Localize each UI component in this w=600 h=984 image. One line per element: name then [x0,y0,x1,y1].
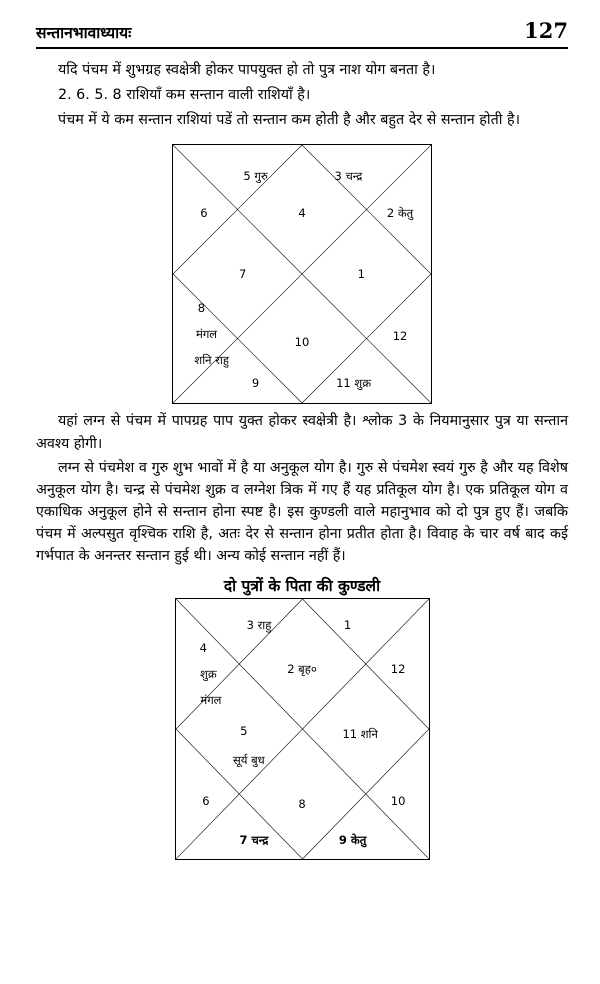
kundali-1-cell: 6 [200,205,208,220]
kundali-2-cell: 2 बृह० [287,661,317,676]
paragraph-2: 2. 6. 5. 8 राशियाँ कम सन्तान वाली राशियाँ है। [58,87,311,104]
page-header [36,18,568,43]
kundali-2-cell: 12 [390,661,406,676]
kundali-1-cell: 1 [357,267,365,282]
kundali-1-cell: 9 [251,375,260,390]
kundali-2-cell: शुक्र [200,666,217,681]
kundali-2-cell: 7 चन्द्र [239,833,269,848]
chart-2-lines [176,599,429,859]
kundali-1-cell: 3 चन्द्र [334,169,363,184]
kundali-1-cell: 11 शुक्र [336,375,372,390]
kundali-chart-1 [172,144,432,404]
kundali-2-cell: 8 [298,796,306,811]
kundali-2-cell: 10 [390,794,406,809]
kundali-2-cell: 1 [343,617,352,632]
kundali-2-cell: 9 केतु [338,833,367,848]
kundali-2-cell: 11 शनि [342,726,378,741]
kundali-chart-2-caption: दो पुत्रों के पिता की कुण्डली [223,576,381,595]
kundali-1-cell: शनि राहु [194,352,229,367]
kundali-2-cell: 5 [240,723,248,738]
header-divider [36,47,568,49]
kundali-chart-2 [175,598,430,860]
paragraph-4: यहां लग्न से पंचम में पापग्रह पाप युक्त होकर स्वक्षेत्री है। श्लोक 3 के नियमानुसार पुत्र या सन्तान अवश्य होगी। [36,413,568,452]
kundali-1-cell: 12 [392,329,408,344]
kundali-chart-1-wrapper [36,144,568,404]
paragraph-1: यदि पंचम में शुभग्रह स्वक्षेत्री होकर पापयुक्त हो तो पुत्र नाश योग बनता है। [58,62,436,78]
kundali-1-cell: 10 [294,334,310,349]
kundali-2-cell: 6 [202,794,210,809]
kundali-1-cell: 2 केतु [386,205,414,220]
kundali-1-cell: मंगल [195,326,218,341]
kundali-chart-2-wrapper [36,598,568,860]
kundali-1-cell: 4 [298,205,306,220]
kundali-1-cell: 7 [238,267,247,282]
page-title: सन्तानभावाध्यायः [36,24,132,42]
page-number: 127 [524,18,568,43]
kundali-2-cell: 4 [199,640,207,655]
kundali-1-cell: 8 [197,300,206,315]
kundali-2-cell: मंगल [200,692,222,707]
kundali-1-cell: 5 गुरु [243,169,268,184]
paragraph-5: लग्न से पंचमेश व गुरु शुभ भावों में है या अनुकूल योग है। गुरु से पंचमेश स्वयं गुरु है और यह विशेष अनुकूल योग है। चन्द्र से पंचमेश शुक्र व लग्नेश त्रिक में गए हैं यह प्रतिकूल योग है। एक प्रतिकूल योग व एकाधिक अनुकूल होने से सन्तान होना स्पष्ट है। इस कुण्डली वाले महानुभाव को दो पुत्र हुए हैं। जबकि पंचम में अल्पसुत वृश्चिक राशि है, अतः देर से सन्तान होना प्रतीत होता है। विवाह के चार वर्ष बाद कई गर्भपात के अनन्तर सन्तान हुई थी। अन्य कोई सन्तान नहीं हैं। [36,459,568,565]
kundali-2-cell: 3 राहु [246,617,272,632]
kundali-2-cell: सूर्य बुध [232,752,265,767]
paragraph-3: पंचम में ये कम सन्तान राशियां पडें तो सन्तान कम होती है और बहुत देर से सन्तान होती है। [58,112,520,129]
